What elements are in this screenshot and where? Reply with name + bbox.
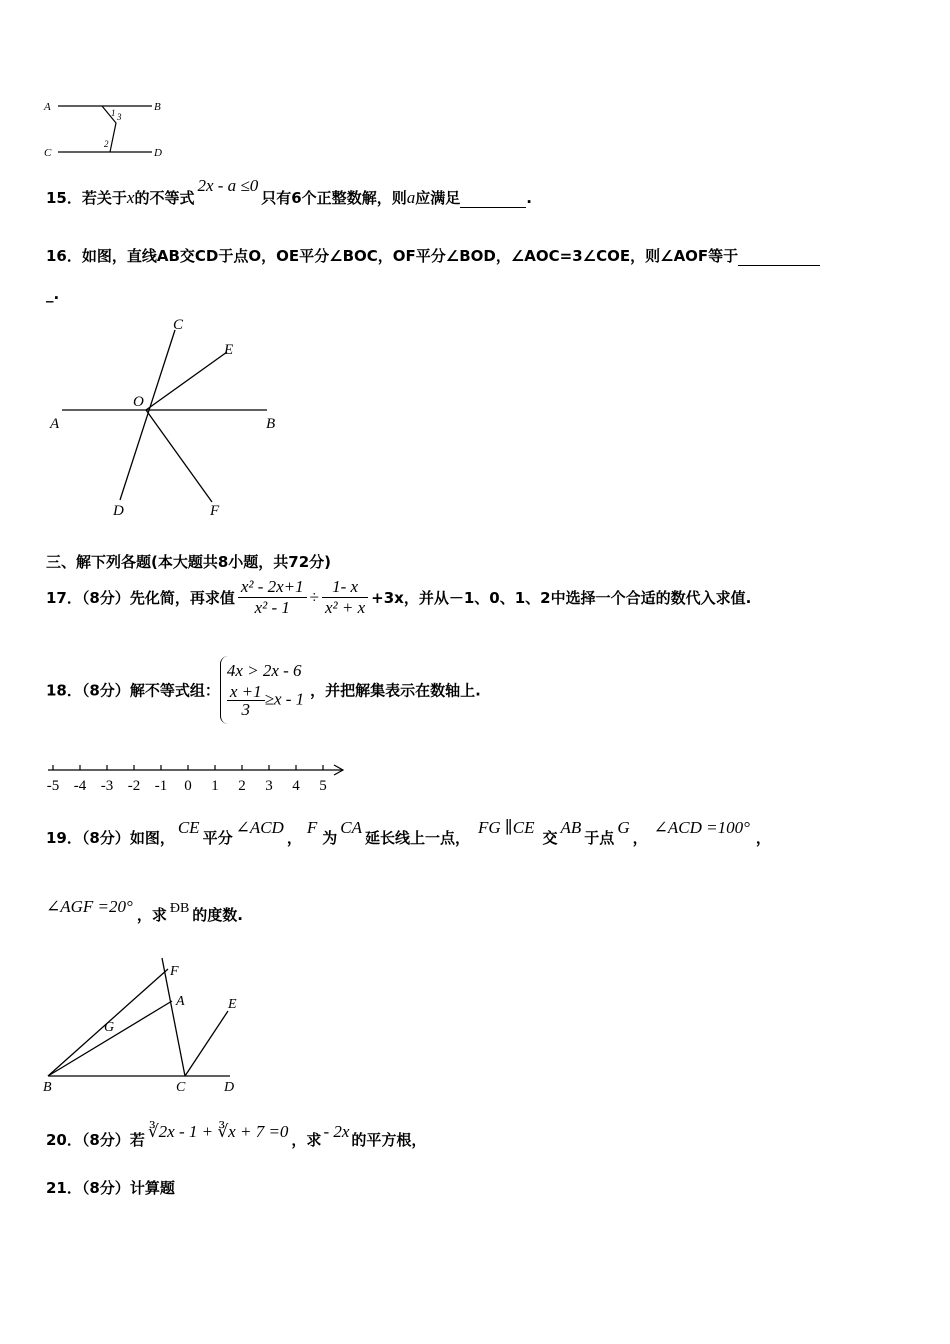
- q19-comma-3: ，: [755, 829, 771, 847]
- inequality-1: 4x > 2x - 6: [226, 661, 302, 680]
- q19-text-4: 延长线上一点，: [364, 829, 470, 847]
- q21-text: 计算题: [129, 1179, 175, 1197]
- q19-text-7: ，求: [136, 906, 167, 924]
- q19-score: （8分）: [81, 829, 130, 847]
- fraction-2: [322, 577, 368, 618]
- angle-acd: ∠ACD: [235, 818, 284, 837]
- q19-text-3: 为: [322, 829, 338, 847]
- fraction-denominator: 3: [241, 700, 250, 719]
- axis-tick-label: -5: [46, 778, 60, 794]
- q18-score: （8分）: [81, 681, 130, 700]
- inequality-2: [227, 683, 304, 718]
- question-20: [46, 1122, 427, 1150]
- divide-sign: ÷: [309, 587, 319, 607]
- label-a: A: [44, 101, 51, 113]
- q20-number: 20．: [46, 1131, 82, 1149]
- angle-3: 3: [117, 112, 122, 122]
- q16-text: 如图，直线AB交CD于点O，OE平分∠BOC，OF平分∠BOD，∠AOC=3∠COE，则∠AOF等于: [81, 247, 739, 265]
- axis-tick-label: -4: [73, 778, 87, 794]
- segment-ce: CE: [177, 818, 200, 837]
- label-d: D: [224, 1080, 235, 1095]
- label-b: B: [43, 1080, 52, 1095]
- q15-var-a: a: [406, 188, 416, 207]
- label-c: C: [173, 317, 184, 333]
- question-18: [46, 656, 481, 724]
- axis-tick-label: 4: [292, 778, 300, 794]
- q15-number: 15．: [46, 189, 82, 207]
- label-c: C: [44, 147, 52, 159]
- fraction-numerator: x +1: [227, 683, 265, 701]
- q19-text: 如图，: [129, 829, 175, 847]
- question-19: [46, 818, 771, 848]
- label-o: O: [133, 394, 144, 410]
- label-d: D: [113, 503, 124, 519]
- figure-intersecting-lines: [40, 310, 290, 525]
- fraction-2-numerator: 1- x: [322, 577, 368, 598]
- cube-root-equation: ∛2x - 1 + ∛x + 7 =0: [147, 1122, 289, 1141]
- fraction-x-plus-1-over-3: [227, 683, 265, 718]
- q19-number: 19．: [46, 829, 82, 847]
- angle-2: 2: [104, 139, 109, 149]
- q20-score: （8分）: [81, 1131, 130, 1149]
- q18-number: 18．: [46, 681, 82, 700]
- q17-text-2: +3x，并从－1、0、1、2中选择一个合适的数代入求值.: [371, 589, 752, 607]
- inequality-system: [220, 656, 310, 724]
- point-g: G: [617, 818, 630, 837]
- fraction-1: [238, 577, 307, 618]
- q15-text-4: 应满足: [415, 189, 461, 207]
- q16-tail: _.: [46, 285, 60, 303]
- label-a: A: [50, 416, 60, 432]
- answer-blank-15: [460, 189, 526, 208]
- expression-neg-2x: - 2x: [323, 1122, 350, 1141]
- axis-tick-label: 0: [184, 778, 192, 794]
- axis-tick-label: 2: [238, 778, 246, 794]
- label-f: F: [210, 503, 220, 519]
- segment-ab: AB: [560, 818, 582, 837]
- angle-agf-value: ∠AGF =20°: [46, 897, 133, 916]
- q15-text-3: 只有6个正整数解，则: [261, 189, 407, 207]
- line-ba: [48, 1001, 172, 1076]
- label-e: E: [224, 342, 234, 358]
- q15-var-x: x: [126, 188, 135, 207]
- inequality-2-right: ≥x - 1: [264, 689, 305, 709]
- line-cd: [120, 330, 175, 500]
- axis-tick-label: 3: [265, 778, 273, 794]
- q15-inequality: 2x - a ≤0: [197, 176, 259, 195]
- parallel-fg-ce: FG ∥CE: [478, 818, 535, 837]
- label-b: B: [154, 101, 161, 113]
- section-3-heading: 三、解下列各题(本大题共8小题，共72分): [46, 553, 332, 571]
- q16-number: 16．: [46, 247, 82, 265]
- fraction-1-numerator: x² - 2x+1: [238, 577, 307, 598]
- q20-text-3: 的平方根，: [351, 1131, 427, 1149]
- figure-triangle: [40, 955, 250, 1095]
- q19-comma: ，: [286, 829, 302, 847]
- q21-number: 21．: [46, 1179, 82, 1197]
- fraction-2-denominator: x² + x: [325, 598, 366, 617]
- q17-text: 先化简，再求值: [129, 589, 235, 607]
- axis-tick-label: -1: [154, 778, 168, 794]
- figure-parallel-lines: [40, 95, 170, 160]
- q20-text-2: ，求: [291, 1131, 322, 1149]
- answer-blank-16: [738, 247, 820, 266]
- q19-text-6: 于点: [584, 829, 615, 847]
- ray-of: [146, 410, 212, 502]
- q19-text-8: 的度数.: [192, 906, 243, 924]
- label-b: B: [266, 416, 276, 432]
- point-f: F: [306, 818, 318, 837]
- label-e: E: [228, 997, 237, 1012]
- label-f: F: [170, 964, 179, 979]
- q19-text-2: 平分: [202, 829, 233, 847]
- question-15: [46, 176, 532, 208]
- q15-text-2: 的不等式: [134, 189, 195, 207]
- q18-text: 解不等式组：: [129, 681, 220, 700]
- label-d: D: [154, 147, 162, 159]
- question-16: [46, 245, 820, 266]
- line-ce: [185, 1011, 228, 1076]
- q19-text-5: 交: [542, 829, 558, 847]
- axis-tick-label: 5: [319, 778, 327, 794]
- q15-text: 若关于: [81, 189, 127, 207]
- q17-score: （8分）: [81, 589, 130, 607]
- angle-b: ÐB: [169, 901, 190, 916]
- question-19-line-2: [46, 897, 243, 925]
- fraction-1-denominator: x² - 1: [254, 598, 290, 617]
- label-g: G: [104, 1020, 115, 1035]
- number-line: [40, 758, 350, 798]
- label-a: A: [176, 994, 185, 1009]
- q21-score: （8分）: [81, 1179, 130, 1197]
- q19-comma-2: ，: [632, 829, 648, 847]
- q18-text-2: ，并把解集表示在数轴上.: [310, 681, 481, 700]
- axis-tick-label: 1: [211, 778, 219, 794]
- q17-number: 17．: [46, 589, 82, 607]
- axis-tick-label: -2: [127, 778, 141, 794]
- question-17: [46, 577, 751, 618]
- q20-text: 若: [129, 1131, 145, 1149]
- segment-ca: CA: [340, 818, 362, 837]
- axis-tick-label: -3: [100, 778, 114, 794]
- question-21: [46, 1177, 175, 1198]
- q15-end: .: [526, 189, 532, 207]
- label-c: C: [176, 1080, 186, 1095]
- angle-1: 1: [111, 108, 116, 118]
- angle-acd-value: ∠ACD =100°: [653, 818, 750, 837]
